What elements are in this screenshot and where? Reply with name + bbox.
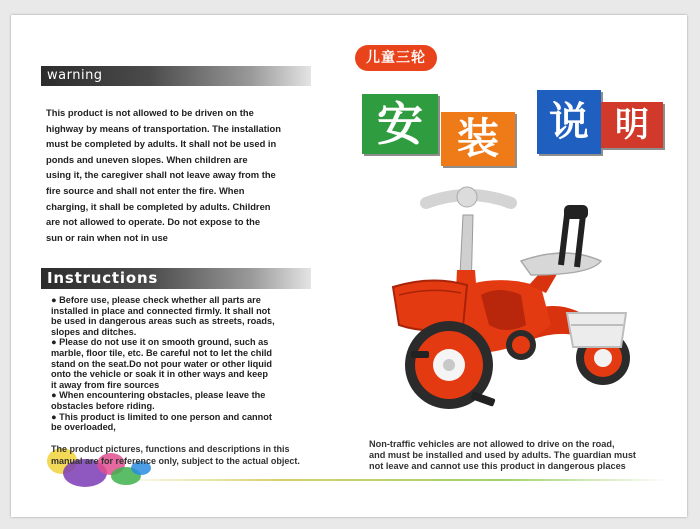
decorative-rule	[111, 479, 671, 481]
title-char-tile: 安	[362, 94, 438, 154]
title-char-tile: 装	[441, 112, 515, 166]
instruction-item: ● When encountering obstacles, please leave the obstacles before riding.	[51, 390, 266, 411]
safety-notice: Non-traffic vehicles are not allowed to drive on the road, and must be installed and used by adults. The guardian must not leave and cannot use this product in dangerous places	[369, 439, 636, 471]
product-category-badge: 儿童三轮	[355, 45, 437, 71]
warning-heading: warning	[41, 66, 311, 86]
instructions-heading: Instructions	[41, 268, 311, 289]
instruction-item: ● This product is limited to one person and cannot be overloaded,	[51, 411, 272, 433]
instruction-item: ● Please do not use it on smooth ground, such as marble, floor tile, etc. Be careful not to let the child stand on the seat.Do not pour water or other liquid onto the vehicle or soak it in other ways and keep it away from fire sources	[51, 337, 273, 390]
rear-wheel	[506, 330, 536, 360]
title-char-tile: 说	[537, 90, 601, 154]
disclaimer-text: The product pictures, functions and descriptions in this manual are for reference only, subject to the actual object.	[51, 444, 300, 466]
warning-text: This product is not allowed to be driven on the highway by means of transportation. The installation must be completed by adults. It shall not be used in ponds and uneven slopes. When children are using it, the caregiver shall not leave away from the fire source and shall not enter the fire. When charging, it shall be completed by adults. Children are not allowed to operate. Do not expose to the sun or rain when not in use	[46, 107, 281, 243]
instruction-item: ● Before use, please check whether all parts are installed in place and connected firmly. It shall not be used in dangerous areas such as streets, roads, slopes and ditches.	[51, 295, 275, 337]
title-char-tile: 明	[601, 102, 663, 148]
instructions-list	[51, 295, 341, 433]
manual-page	[11, 15, 687, 517]
tricycle-image	[371, 175, 641, 420]
